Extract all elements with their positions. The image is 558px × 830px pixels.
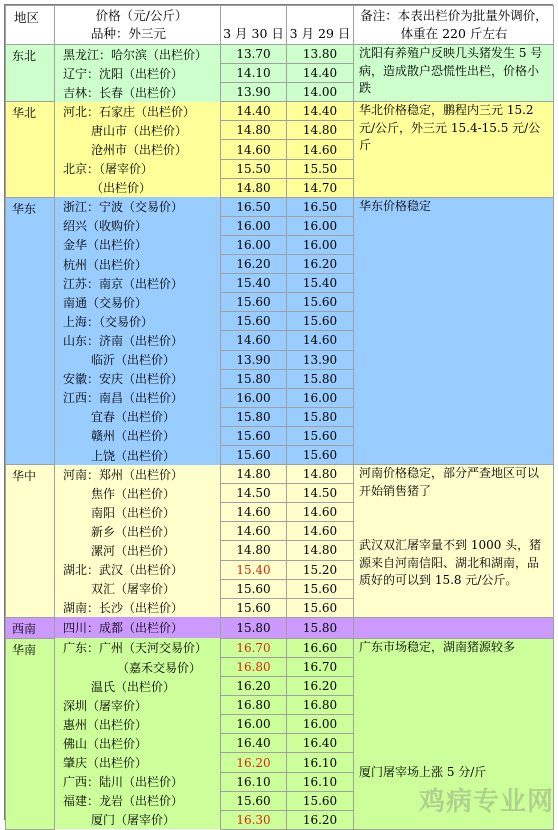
row-price-d2: 14.60 [287,522,354,541]
header-date1: 3 月 30 日 [221,6,287,45]
region-cell: 华北 [6,102,55,197]
region-cell: 西南 [6,617,55,638]
row-price-d2: 14.80 [287,121,354,140]
table-row [6,617,554,638]
row-price-d1: 16.40 [221,734,287,753]
row-label: 漯河（出栏价） [55,541,221,560]
row-price-d2: 16.00 [287,235,354,254]
row-price-d1: 15.60 [221,293,287,312]
watermark: 鸡病专业网 [418,787,554,817]
row-label: 杭州（出栏价） [55,255,221,274]
row-label: 浙江：宁波（交易价） [55,197,221,216]
row-price-d2: 15.60 [287,426,354,445]
row-price-d1: 15.60 [221,791,287,810]
row-price-d1: 15.60 [221,598,287,617]
row-price-d2: 16.20 [287,810,354,829]
row-price-d2: 15.80 [287,369,354,388]
row-price-d1: 15.50 [221,159,287,178]
row-price-d1: 13.90 [221,83,287,102]
row-label: 四川：成都（出栏价） [55,617,221,638]
row-label: 焦作（出栏价） [55,484,221,503]
row-label: （嘉禾交易价） [55,658,221,677]
region-note-line1: 河南价格稳定，部分严查地区可以开始销售猪了 [359,466,540,498]
row-price-d1: 14.60 [221,503,287,522]
row-price-d2: 16.00 [287,388,354,407]
row-price-d1: 14.80 [221,121,287,140]
region-note [354,617,554,638]
table-row [6,465,554,484]
row-price-d1: 15.60 [221,312,287,331]
row-price-d2: 16.10 [287,753,354,772]
table-row [6,45,554,64]
header-date2: 3 月 29 日 [287,6,354,45]
row-price-d1: 15.40 [221,274,287,293]
row-label: 福建：龙岩（出栏价） [55,791,221,810]
row-price-d2: 15.20 [287,560,354,579]
row-price-d1: 14.60 [221,140,287,159]
price-table-sheet [4,4,553,828]
row-price-d2: 14.60 [287,140,354,159]
row-label: 安徽：安庆（出栏价） [55,369,221,388]
row-price-d1: 16.50 [221,197,287,216]
row-price-d2: 15.80 [287,407,354,426]
row-price-d2: 14.70 [287,178,354,197]
row-label: 宜春（出栏价） [55,407,221,426]
region-cell: 华南 [6,638,55,829]
row-price-d2: 15.60 [287,293,354,312]
row-label: 江苏：南京（出栏价） [55,274,221,293]
row-label: 吉林：长春（出栏价） [55,83,221,102]
row-price-d1: 15.60 [221,579,287,598]
row-price-d1: 16.30 [221,810,287,829]
row-label: 新乡（出栏价） [55,522,221,541]
row-price-d2: 16.00 [287,715,354,734]
row-price-d2: 16.20 [287,255,354,274]
region-note: 沈阳有养殖户反映几头猪发生 5 号病，造成散户恐慌性出栏，价格小跌 [354,45,554,102]
region-cell: 东北 [6,45,55,102]
row-label: 辽宁：沈阳（出栏价） [55,64,221,83]
header-note: 备注：本表出栏价为批量外调价，体重在 220 斤左右 [354,6,554,45]
row-price-d2: 15.80 [287,617,354,638]
row-label: 金华（出栏价） [55,235,221,254]
row-price-d1: 13.70 [221,45,287,64]
row-label: 河南：郑州（出栏价） [55,465,221,484]
row-price-d2: 13.90 [287,350,354,369]
region-note: 华东价格稳定 [354,197,554,464]
row-price-d1: 14.60 [221,522,287,541]
row-label: 唐山市（出栏价） [55,121,221,140]
row-label: 临沂（出栏价） [55,350,221,369]
row-label: 广东：广州（天河交易价） [55,638,221,657]
row-label: （出栏价） [55,178,221,197]
header-region: 地区 [6,6,55,45]
row-label: 江西：南昌（出栏价） [55,388,221,407]
row-price-d1: 15.40 [221,560,287,579]
table-row [6,102,554,121]
row-price-d1: 16.80 [221,658,287,677]
row-price-d1: 16.20 [221,677,287,696]
row-label: 湖南：长沙（出栏价） [55,598,221,617]
row-label: 佛山（出栏价） [55,734,221,753]
row-price-d1: 14.80 [221,465,287,484]
row-price-d2: 16.70 [287,658,354,677]
row-price-d2: 15.60 [287,445,354,464]
row-price-d2: 14.60 [287,331,354,350]
row-price-d2: 15.60 [287,312,354,331]
row-price-d2: 15.60 [287,791,354,810]
row-label: 惠州（出栏价） [55,715,221,734]
row-label: 上饶（出栏价） [55,445,221,464]
region-note-line1: 广东市场稳定，湖南猪源较多 [359,639,516,654]
region-note-line2: 武汉双汇屠宰量不到 1000 头，猪源来自河南信阳、湖北和湖南，品质好的可以到 15.8 元/公斤。 [359,538,542,588]
row-price-d1: 14.60 [221,331,287,350]
header-item-line1: 价格（元/公斤） [95,8,188,23]
row-price-d1: 14.80 [221,541,287,560]
row-label: 肇庆（出栏价） [55,753,221,772]
row-price-d2: 16.60 [287,638,354,657]
row-price-d1: 16.80 [221,696,287,715]
row-price-d1: 15.60 [221,445,287,464]
region-cell: 华中 [6,465,55,618]
row-price-d2: 14.40 [287,64,354,83]
row-price-d2: 14.80 [287,465,354,484]
row-label: 赣州（出栏价） [55,426,221,445]
row-price-d1: 13.90 [221,350,287,369]
row-label: 温氏（出栏价） [55,677,221,696]
table-header-row [6,6,554,45]
row-price-d1: 16.20 [221,255,287,274]
row-price-d1: 16.00 [221,235,287,254]
region-cell: 华东 [6,197,55,464]
row-label: 湖北：武汉（出栏价） [55,560,221,579]
row-price-d1: 15.60 [221,426,287,445]
row-price-d2: 14.40 [287,102,354,121]
row-label: 上海：（交易价） [55,312,221,331]
row-price-d1: 14.40 [221,102,287,121]
row-price-d2: 15.60 [287,598,354,617]
row-price-d1: 15.80 [221,369,287,388]
row-price-d1: 14.80 [221,178,287,197]
region-note-line2: 厦门屠宰场上涨 5 分/斤 [359,765,487,780]
row-label: 广西：陆川（出栏价） [55,772,221,791]
row-label: 河北：石家庄（出栏价） [55,102,221,121]
row-price-d2: 16.20 [287,677,354,696]
row-label: 南通（交易价） [55,293,221,312]
region-note [354,465,554,618]
row-price-d1: 16.70 [221,638,287,657]
row-price-d2: 16.50 [287,197,354,216]
row-price-d2: 16.00 [287,216,354,235]
row-price-d2: 14.60 [287,503,354,522]
row-label: 厦门（屠宰价） [55,810,221,829]
header-item-line2: 品种：外三元 [91,26,167,41]
table-row [6,638,554,657]
row-label: 深圳（屠宰价） [55,696,221,715]
row-label: 双汇（屠宰价） [55,579,221,598]
row-price-d1: 16.00 [221,715,287,734]
row-label: 北京：（屠宰价） [55,159,221,178]
row-price-d2: 15.60 [287,579,354,598]
hog-price-table [5,5,554,830]
row-price-d1: 14.50 [221,484,287,503]
row-price-d2: 15.40 [287,274,354,293]
row-price-d2: 14.50 [287,484,354,503]
row-price-d2: 14.00 [287,83,354,102]
row-price-d1: 16.00 [221,388,287,407]
row-price-d2: 16.40 [287,734,354,753]
row-label: 沧州市（出栏价） [55,140,221,159]
row-price-d1: 14.10 [221,64,287,83]
row-label: 南阳（出栏价） [55,503,221,522]
row-price-d2: 13.80 [287,45,354,64]
row-price-d1: 15.80 [221,617,287,638]
row-price-d1: 16.10 [221,772,287,791]
row-label: 山东：济南（出栏价） [55,331,221,350]
row-price-d2: 16.80 [287,696,354,715]
region-note: 华北价格稳定，鹏程内三元 15.2 元/公斤，外三元 15.4-15.5 元/公斤 [354,102,554,197]
row-price-d2: 14.80 [287,541,354,560]
row-price-d1: 15.80 [221,407,287,426]
header-item [55,6,221,45]
row-price-d1: 16.00 [221,216,287,235]
row-price-d2: 16.10 [287,772,354,791]
row-label: 绍兴（收购价） [55,216,221,235]
row-price-d2: 15.50 [287,159,354,178]
table-row [6,197,554,216]
row-price-d1: 16.20 [221,753,287,772]
row-label: 黑龙江：哈尔滨（出栏价） [55,45,221,64]
